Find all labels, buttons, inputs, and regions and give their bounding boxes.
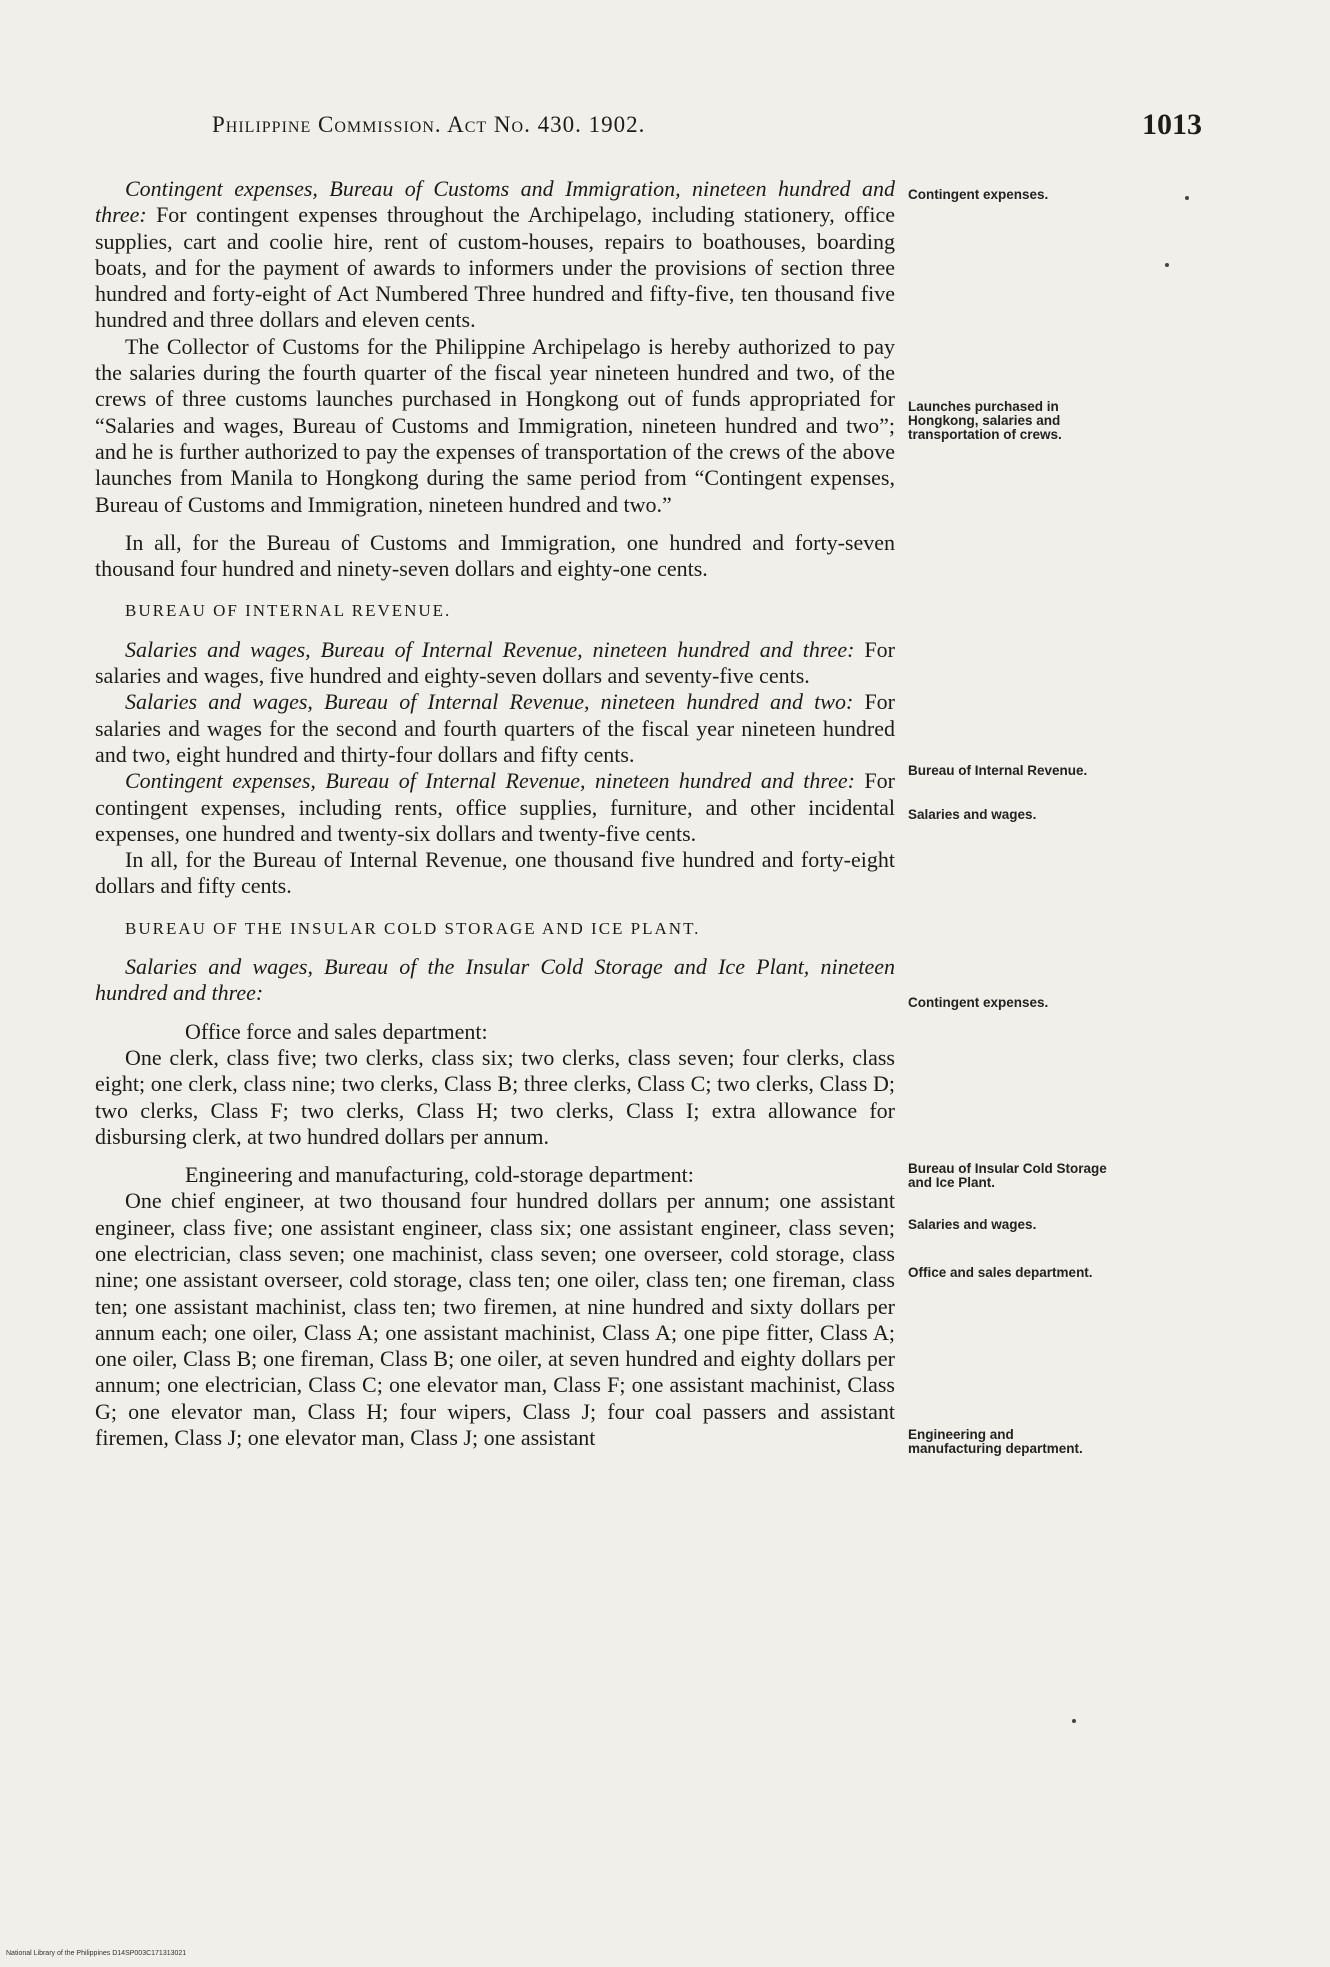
paragraph-total-internal: In all, for the Bureau of Internal Revenue, one thousand five hundred and forty-eight dollars and fifty cents. [95, 847, 895, 899]
paragraph-salaries-internal-1902 [95, 689, 895, 768]
paragraph-text: For salaries and wages for the second and fourth quarters of the fiscal year nineteen hundred and two, eight hundred and thirty-four dollars and fifty cents. [95, 689, 896, 767]
subheading-office-force: Office force and sales department: [185, 1018, 488, 1044]
paragraph-title: Salaries and wages, Bureau of Internal Revenue, nineteen hundred and two: [125, 689, 854, 715]
print-speck [1165, 263, 1169, 267]
paragraph-contingent-internal [95, 768, 895, 847]
body-text [95, 176, 895, 1451]
page-number: 1013 [1142, 108, 1202, 141]
paragraph-salaries-cold-storage [95, 954, 895, 1007]
section-heading-internal-revenue: BUREAU OF INTERNAL REVENUE. [125, 601, 452, 621]
paragraph-engineering-staff: One chief engineer, at two thousand four hundred dollars per annum; one assistant engineer, class five; one assistant engineer, class six; one assistant engineer, class seven; one electrician, class seven; one machinist, class seven; one overseer, cold storage, class nine; one assistant overseer, cold storage, class ten; one oiler, class ten; one fireman, class ten; one assistant machinist, class ten; two firemen, at nine hundred and sixty dollars per annum each; one oiler, Class A; one assistant machinist, Class A; one pipe fitter, Class A; one oiler, Class B; one fireman, Class B; one oiler, at seven hundred and eighty dollars per annum; one electrician, Class C; one elevator man, Class F; one assistant machinist, Class G; one elevator man, Class H; four wipers, Class J; four coal passers and assistant firemen, Class J; one elevator man, Class J; one assistant [95, 1188, 895, 1451]
scan-footer: National Library of the Philippines D14SP003C171313021 [6, 1950, 187, 1957]
margin-note: Contingent expenses. [908, 995, 1049, 1010]
running-head: Philippine Commission. Act No. 430. 1902. [212, 112, 646, 137]
print-speck [1185, 196, 1189, 200]
paragraph-title: Contingent expenses, Bureau of Internal Revenue, nineteen hundred and three: [125, 768, 855, 794]
paragraph-office-staff: One clerk, class five; two clerks, class six; two clerks, class seven; four clerks, class eight; one clerk, class nine; two clerks, Class B; three clerks, Class C; two clerks, Class D; two clerks, Class F; two clerks, Class H; two clerks, Class I; extra allowance for disbursing clerk, at two hundred dollars per annum. [95, 1044, 895, 1149]
paragraph-title: Salaries and wages, Bureau of Internal Revenue, nineteen hundred and three: [125, 636, 855, 662]
paragraph-title: Contingent expenses, Bureau of Customs and Immigration, nineteen hundred and three: [95, 176, 895, 228]
print-speck [1072, 1719, 1076, 1723]
section-heading-cold-storage: BUREAU OF THE INSULAR COLD STORAGE AND ICE PLANT. [125, 918, 701, 938]
paragraph-launches: The Collector of Customs for the Philippine Archipelago is hereby authorized to pay the salaries during the fourth quarter of the fiscal year nineteen hundred and two, of the crews of three customs launches purchased in Hongkong out of funds appropriated for “Salaries and wages, Bureau of Customs and Immigration, nineteen hundred and two”; and he is further authorized to pay the expenses of transportation of the crews of the above launches from Manila to Hongkong during the same period from “Contingent expenses, Bureau of Customs and Immigration, nineteen hundred and two.” [95, 333, 895, 517]
margin-note: Office and sales department. [908, 1265, 1093, 1280]
paragraph-total-customs: In all, for the Bureau of Customs and Immigration, one hundred and forty-seven thousand four hundred and ninety-seven dollars and eighty-one cents. [95, 529, 895, 582]
margin-note: Launches purchased in Hongkong, salaries and transportation of crews. [908, 399, 1062, 442]
paragraph-contingent-customs [95, 176, 895, 334]
paragraph-text: For contingent expenses throughout the Archipelago, including stationery, office supplies, cart and coolie hire, rent of custom-houses, repairs to boathouses, boarding boats, and for the payment of awards to informers under the provisions of section three hundred and forty-eight of Act Numbered Three hundred and fifty-five, ten thousand five hundred and three dollars and eleven cents. [95, 202, 895, 333]
paragraph-text: For salaries and wages, five hundred and eighty-seven dollars and seventy-five cents. [95, 636, 895, 689]
margin-note: Salaries and wages. [908, 807, 1037, 822]
margin-note: Bureau of Internal Revenue. [908, 763, 1088, 778]
margin-note: Contingent expenses. [908, 187, 1049, 202]
paragraph-text: For contingent expenses, including rents, office supplies, furniture, and other incidental expenses, one hundred and twenty-six dollars and twenty-five cents. [95, 768, 895, 846]
margin-note: Engineering and manufacturing department. [908, 1427, 1083, 1456]
paragraph-salaries-internal-1903 [95, 637, 895, 690]
margin-note: Bureau of Insular Cold Storage and Ice Plant. [908, 1161, 1107, 1190]
subheading-engineering: Engineering and manufacturing, cold-storage department: [185, 1162, 694, 1188]
margin-note: Salaries and wages. [908, 1217, 1037, 1232]
page-header [0, 108, 1330, 152]
paragraph-title: Salaries and wages, Bureau of the Insular Cold Storage and Ice Plant, nineteen hundred and three: [95, 954, 895, 1006]
